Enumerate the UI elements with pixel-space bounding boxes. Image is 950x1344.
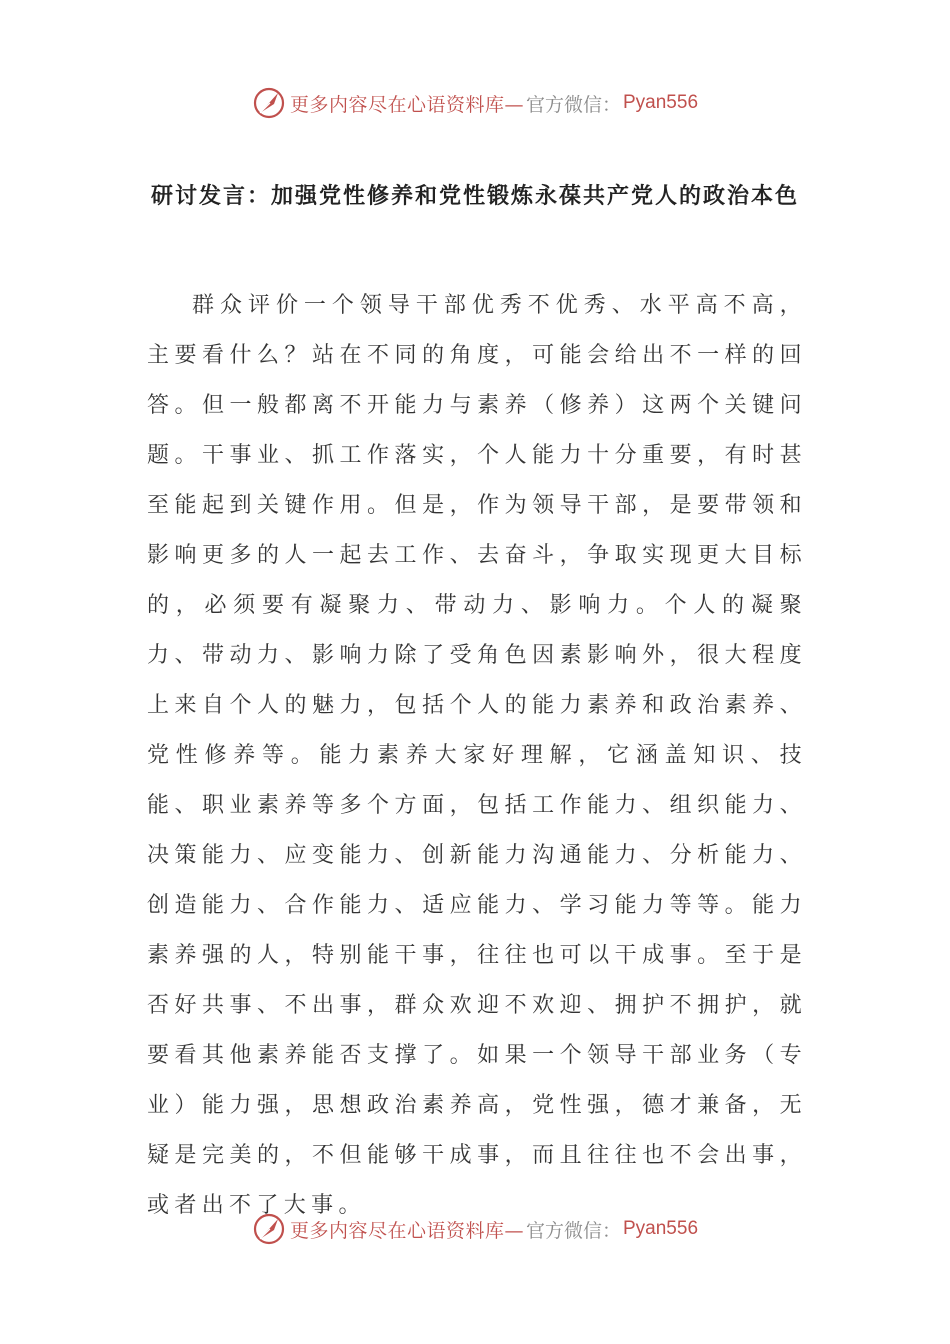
body-paragraph: 群众评价一个领导干部优秀不优秀、水平高不高，主要看什么？站在不同的角度，可能会给出不一样的回答。但一般都离不开能力与素养（修养）这两个关键问题。干事业、抓工作落实，个人能力十分重要，有时甚至能起到关键作用。但是，作为领导干部，是要带领和影响更多的人一起去工作、去奋斗，争取实现更大目标的，必须要有凝聚力、带动力、影响力。个人的凝聚力、带动力、影响力除了受角色因素影响外，很大程度上来自个人的魅力，包括个人的能力素养和政治素养、党性修养等。能力素养大家好理解，它涵盖知识、技能、职业素养等多个方面，包括工作能力、组织能力、决策能力、应变能力、创新能力沟通能力、分析能力、创造能力、合作能力、适应能力、学习能力等等。能力素养强的人，特别能干事，往往也可以干成事。至于是否好共事、不出事，群众欢迎不欢迎、拥护不拥护，就要看其他素养能否支撑了。如果一个领导干部业务（专业）能力强，思想政治素养高，党性强，德才兼备，无疑是完美的，不但能够干成事，而且往往也不会出事，或者出不了大事。 bbox=[147, 293, 807, 1218]
footer-banner bbox=[0, 1212, 950, 1246]
banner-text: 更多内容尽在心语资料库— bbox=[289, 1219, 524, 1242]
quill-logo-icon bbox=[252, 86, 286, 120]
banner-wechat-label: 官方微信： bbox=[525, 93, 621, 116]
header-banner bbox=[0, 86, 950, 120]
banner-wechat-id: Pyan556 bbox=[623, 1218, 699, 1239]
banner-wechat-id: Pyan556 bbox=[623, 92, 699, 113]
quill-logo-icon bbox=[252, 1212, 286, 1246]
banner-wechat-label: 官方微信： bbox=[525, 1219, 621, 1242]
banner-text: 更多内容尽在心语资料库— bbox=[289, 93, 524, 116]
document-title: 研讨发言：加强党性修养和党性锻炼永葆共产党人的政治本色 bbox=[150, 184, 799, 209]
